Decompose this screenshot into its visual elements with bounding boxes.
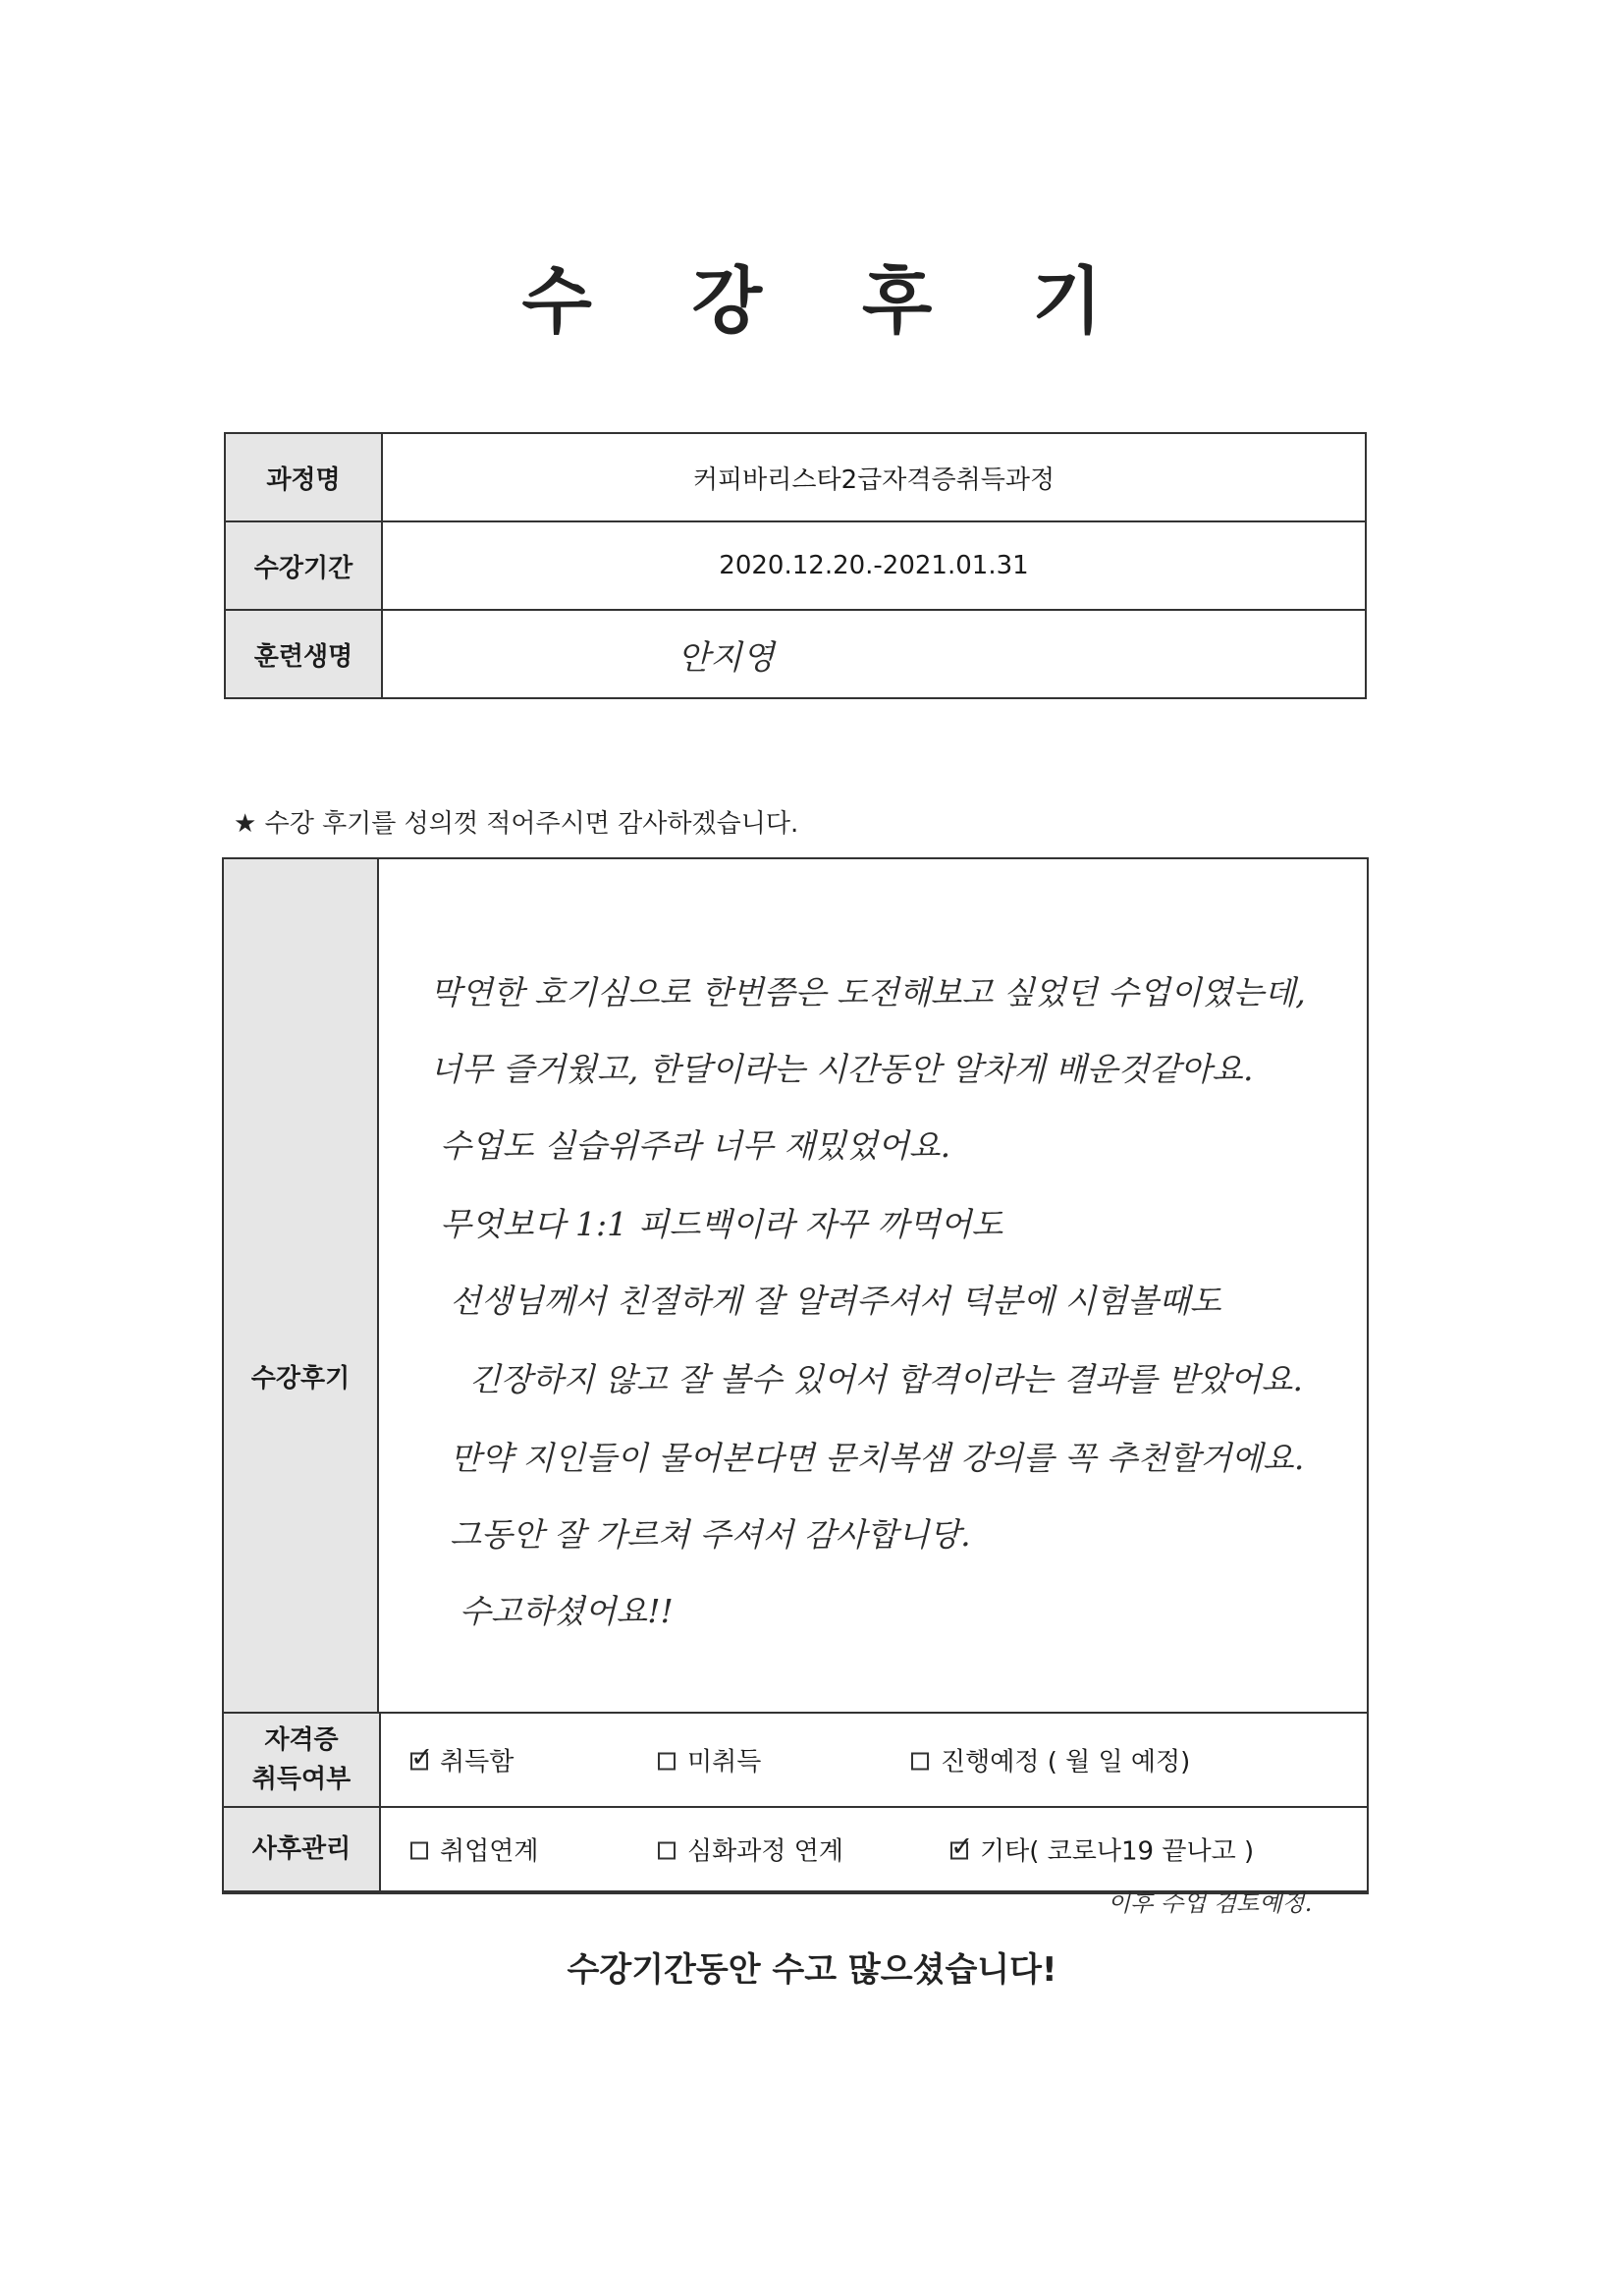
certification-label-line2: 취득여부: [251, 1765, 352, 1794]
review-label: 수강후기: [224, 859, 379, 1892]
review-line: 무엇보다 1:1 피드백이라 자꾸 까먹어도: [440, 1205, 1003, 1243]
option-acquired-label: 취득함: [440, 1747, 514, 1777]
option-acquired[interactable]: [410, 1742, 514, 1778]
review-line: 수업도 실습위주라 너무 재밌었어요.: [440, 1126, 951, 1165]
option-planned-label: 진행예정 ( 월 일 예정): [941, 1747, 1191, 1777]
option-not-acquired-label: 미취득: [687, 1747, 762, 1777]
status-table: [222, 1712, 1369, 1892]
checkbox-checked-icon[interactable]: [950, 1841, 968, 1859]
course-period-label: 수강기간: [225, 521, 382, 610]
option-other-label: 기타( 코로나19 끝나고 ): [980, 1836, 1255, 1867]
aftercare-extra-note: 이후 수업 검토예정.: [1108, 1889, 1313, 1917]
certification-label: [223, 1713, 380, 1807]
review-line: 선생님께서 친절하게 잘 알려주셔서 덕분에 시험볼때도: [450, 1282, 1221, 1320]
option-employment-label: 취업연계: [440, 1836, 539, 1867]
trainee-name-value: 안지영: [382, 610, 1366, 698]
course-name-label: 과정명: [225, 433, 382, 521]
course-info-table: [224, 432, 1367, 699]
aftercare-options: [380, 1807, 1368, 1891]
option-not-acquired[interactable]: [658, 1742, 761, 1778]
review-line: 그동안 잘 가르쳐 주셔서 감사합니당.: [450, 1515, 971, 1554]
checkbox-icon[interactable]: [911, 1752, 929, 1770]
certification-options: [380, 1713, 1368, 1807]
trainee-name-label: 훈련생명: [225, 610, 382, 698]
option-employment[interactable]: [410, 1831, 538, 1868]
certification-label-line1: 자격증: [264, 1725, 339, 1755]
closing-message: 수강기간동안 수고 많으셨습니다!: [567, 1950, 1057, 1990]
review-line: 막연한 호기심으로 한번쯤은 도전해보고 싶었던 수업이였는데,: [430, 973, 1306, 1011]
checkbox-icon[interactable]: [410, 1841, 428, 1859]
review-line: 만약 지인들이 물어본다면 문치복샘 강의를 꼭 추천할거에요.: [450, 1439, 1305, 1477]
option-advanced-label: 심화과정 연계: [687, 1836, 843, 1867]
aftercare-label: 사후관리: [223, 1807, 380, 1891]
option-advanced[interactable]: [658, 1831, 843, 1868]
option-other[interactable]: [950, 1831, 1254, 1868]
course-period-value: 2020.12.20.-2021.01.31: [382, 521, 1366, 610]
review-line: 너무 즐거웠고, 한달이라는 시간동안 알차게 배운것같아요.: [430, 1050, 1254, 1088]
checkbox-icon[interactable]: [658, 1752, 676, 1770]
review-line: 수고하셨어요!!: [460, 1592, 674, 1630]
checkbox-icon[interactable]: [658, 1841, 676, 1859]
document-title: 수 강 후 기: [521, 259, 1140, 344]
course-name-value: 커피바리스타2급자격증취득과정: [382, 433, 1366, 521]
review-line: 긴장하지 않고 잘 볼수 있어서 합격이라는 결과를 받았어요.: [469, 1360, 1303, 1398]
instruction-note: ★ 수강 후기를 성의껏 적어주시면 감사하겠습니다.: [234, 809, 799, 839]
checkbox-checked-icon[interactable]: [410, 1752, 428, 1770]
option-planned[interactable]: [911, 1742, 1190, 1778]
